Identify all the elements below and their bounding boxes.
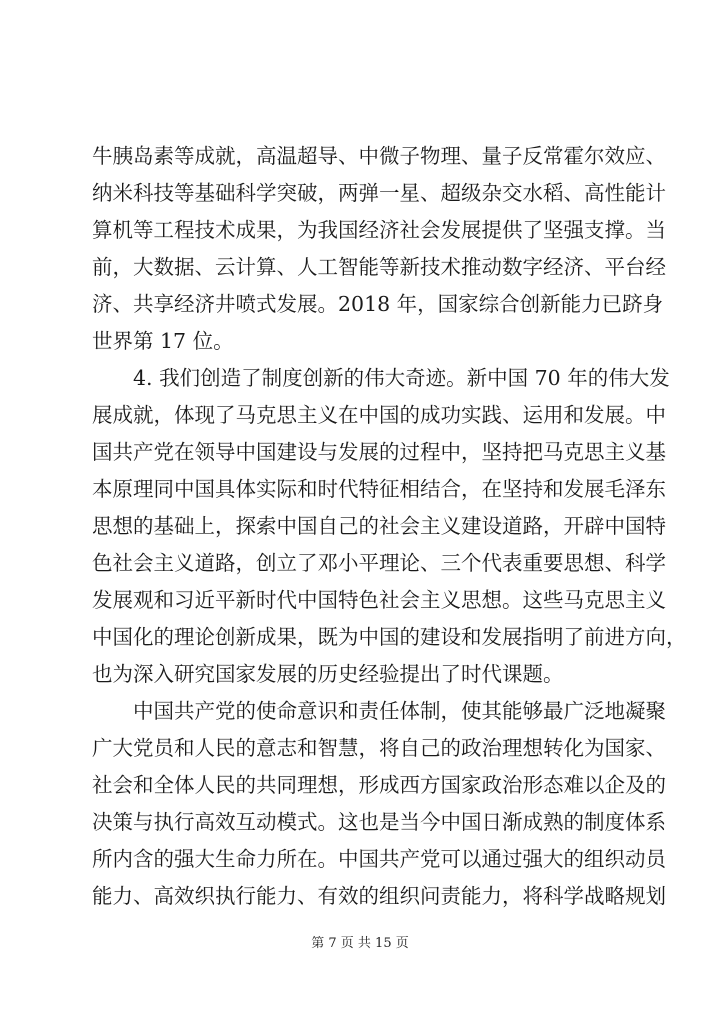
- page-number-footer: 第 7 页 共 15 页: [311, 936, 409, 951]
- paragraph-2-line-4: 本原理同中国具体实际和时代特征相结合，在坚持和发展毛泽东: [92, 477, 666, 501]
- paragraph-1-line-3: 算机等工程技术成果，为我国经济社会发展提供了坚强支撑。当: [92, 218, 666, 242]
- paragraph-3-line-1: 中国共产党的使命意识和责任体制，使其能够最广泛地凝聚: [133, 699, 666, 723]
- paragraph-1-line-5: 济、共享经济井喷式发展。2018 年，国家综合创新能力已跻身: [92, 292, 664, 316]
- paragraph-3-line-4: 决策与执行高效互动模式。这也是当今中国日渐成熟的制度体系: [92, 810, 666, 834]
- paragraph-3-line-5: 所内含的强大生命力所在。中国共产党可以通过强大的组织动员: [92, 847, 666, 871]
- paragraph-1-line-2: 纳米科技等基础科学突破，两弹一星、超级杂交水稻、高性能计: [92, 181, 666, 205]
- paragraph-2-line-7: 发展观和习近平新时代中国特色社会主义思想。这些马克思主义: [92, 588, 666, 612]
- paragraph-2-line-6: 色社会主义道路，创立了邓小平理论、三个代表重要思想、科学: [92, 551, 666, 575]
- paragraph-3-line-3: 社会和全体人民的共同理想，形成西方国家政治形态难以企及的: [92, 773, 666, 797]
- paragraph-1-line-6: 世界第 17 位。: [92, 329, 234, 353]
- paragraph-1-line-1: 牛胰岛素等成就，高温超导、中微子物理、量子反常霍尔效应、: [92, 144, 666, 168]
- paragraph-2-line-5: 思想的基础上，探索中国自己的社会主义建设道路，开辟中国特: [92, 514, 666, 538]
- paragraph-2-line-2: 展成就，体现了马克思主义在中国的成功实践、运用和发展。中: [92, 403, 666, 427]
- paragraph-2-line-1: 4. 我们创造了制度创新的伟大奇迹。新中国 70 年的伟大发: [133, 366, 670, 390]
- paragraph-3-line-2: 广大党员和人民的意志和智慧，将自己的政治理想转化为国家、: [92, 736, 666, 760]
- paragraph-1-line-4: 前，大数据、云计算、人工智能等新技术推动数字经济、平台经: [92, 255, 666, 279]
- paragraph-3-line-6: 能力、高效织执行能力、有效的组织问责能力，将科学战略规划: [92, 884, 666, 908]
- paragraph-2-line-8: 中国化的理论创新成果，既为中国的建设和发展指明了前进方向，: [92, 625, 687, 649]
- paragraph-2-line-3: 国共产党在领导中国建设与发展的过程中，坚持把马克思主义基: [92, 440, 666, 464]
- paragraph-2-line-9: 也为深入研究国家发展的历史经验提出了时代课题。: [92, 662, 564, 686]
